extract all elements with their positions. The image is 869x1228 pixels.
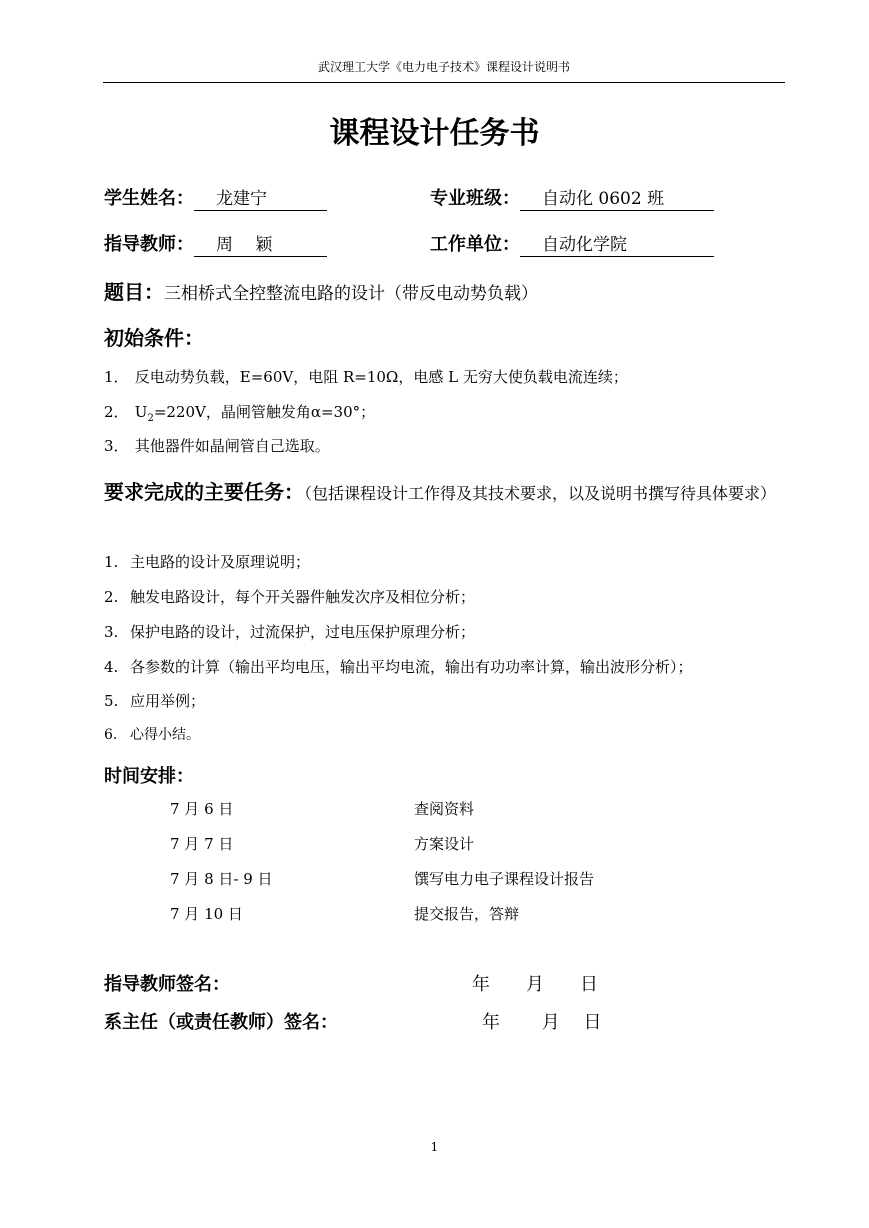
schedule-date: 7 月 8 日- 9 日 — [170, 870, 273, 888]
schedule-task: 查阅资料 — [414, 800, 475, 818]
task-text: 各参数的计算（输出平均电压，输出平均电流，输出有功功率计算，输出波形分析）； — [130, 658, 693, 676]
student-label: 学生姓名： — [104, 188, 194, 209]
schedule-date: 7 月 6 日 — [170, 800, 234, 818]
condition-number: 2． — [104, 403, 129, 421]
schedule-date: 7 月 7 日 — [170, 835, 234, 853]
tasks-intro — [104, 474, 794, 512]
condition-text: 反电动势负载，E=60V，电阻 R=10Ω，电感 L 无穷大使负载电流连续； — [134, 368, 628, 386]
page-number: 1 — [430, 1140, 439, 1154]
task-number: 2. — [104, 588, 119, 606]
condition-text: 其他器件如晶闸管自己选取。 — [134, 437, 330, 455]
task-item — [104, 586, 475, 607]
student-field — [104, 184, 327, 211]
task-number: 4. — [104, 658, 119, 676]
major-label: 专业班级： — [430, 188, 520, 209]
dept-signature-date: 年 月 日 — [482, 1012, 602, 1033]
unit-label: 工作单位： — [430, 234, 520, 255]
task-number: 1. — [104, 553, 119, 571]
task-number: 3. — [104, 623, 119, 641]
condition-item — [104, 366, 628, 387]
page-header: 武汉理工大学《电力电子技术》课程设计说明书 — [103, 58, 785, 83]
condition-item — [104, 435, 330, 456]
task-item — [104, 724, 200, 744]
task-text: 保护电路的设计，过流保护，过电压保护原理分析； — [130, 623, 476, 641]
task-item — [104, 551, 310, 572]
schedule-task: 馔写电力电子课程设计报告 — [414, 870, 595, 888]
info-row-student — [104, 184, 804, 210]
tasks-heading: 要求完成的主要任务： — [104, 480, 304, 504]
major-value: 自动化 0602 班 — [520, 188, 714, 211]
student-value: 龙建宁 — [194, 188, 327, 211]
document-title: 课程设计任务书 — [329, 116, 540, 151]
schedule-heading: 时间安排： — [104, 766, 194, 787]
topic-label: 题目： — [104, 280, 164, 304]
tasks-note: （包括课程设计工作得及其技术要求，以及说明书撰写待具体要求） — [304, 484, 777, 503]
task-text: 应用举例； — [130, 692, 206, 710]
dept-signature-label: 系主任（或责任教师）签名： — [104, 1012, 338, 1033]
advisor-signature-date: 年 月 日 — [472, 974, 598, 995]
condition-number: 3． — [104, 437, 129, 455]
advisor-label: 指导教师： — [104, 234, 194, 255]
task-item — [104, 690, 205, 711]
schedule-task: 提交报告，答辩 — [414, 905, 520, 923]
task-number: 5. — [104, 692, 119, 710]
condition-number: 1． — [104, 368, 129, 386]
advisor-signature-label: 指导教师签名： — [104, 974, 230, 995]
advisor-value: 周 颖 — [194, 234, 327, 257]
task-number: 6. — [104, 727, 118, 743]
topic-text: 三相桥式全控整流电路的设计（带反电动势负载） — [164, 284, 538, 304]
info-row-advisor — [104, 230, 804, 256]
unit-field — [430, 230, 714, 257]
task-item — [104, 621, 475, 642]
topic — [104, 276, 538, 305]
task-text: 触发电路设计，每个开关器件触发次序及相位分析； — [130, 588, 476, 606]
schedule-date: 7 月 10 日 — [170, 905, 243, 923]
task-text: 主电路的设计及原理说明； — [130, 553, 311, 571]
advisor-field — [104, 230, 327, 257]
task-text: 心得小结。 — [130, 727, 200, 743]
task-item — [104, 656, 693, 677]
condition-item — [104, 401, 375, 424]
condition-text: $U_2=220V$，晶闸管触发角α=30°； — [134, 403, 376, 424]
schedule-task: 方案设计 — [414, 835, 475, 853]
major-field — [430, 184, 714, 211]
initial-conditions-heading: 初始条件： — [104, 326, 204, 350]
unit-value: 自动化学院 — [520, 234, 714, 257]
